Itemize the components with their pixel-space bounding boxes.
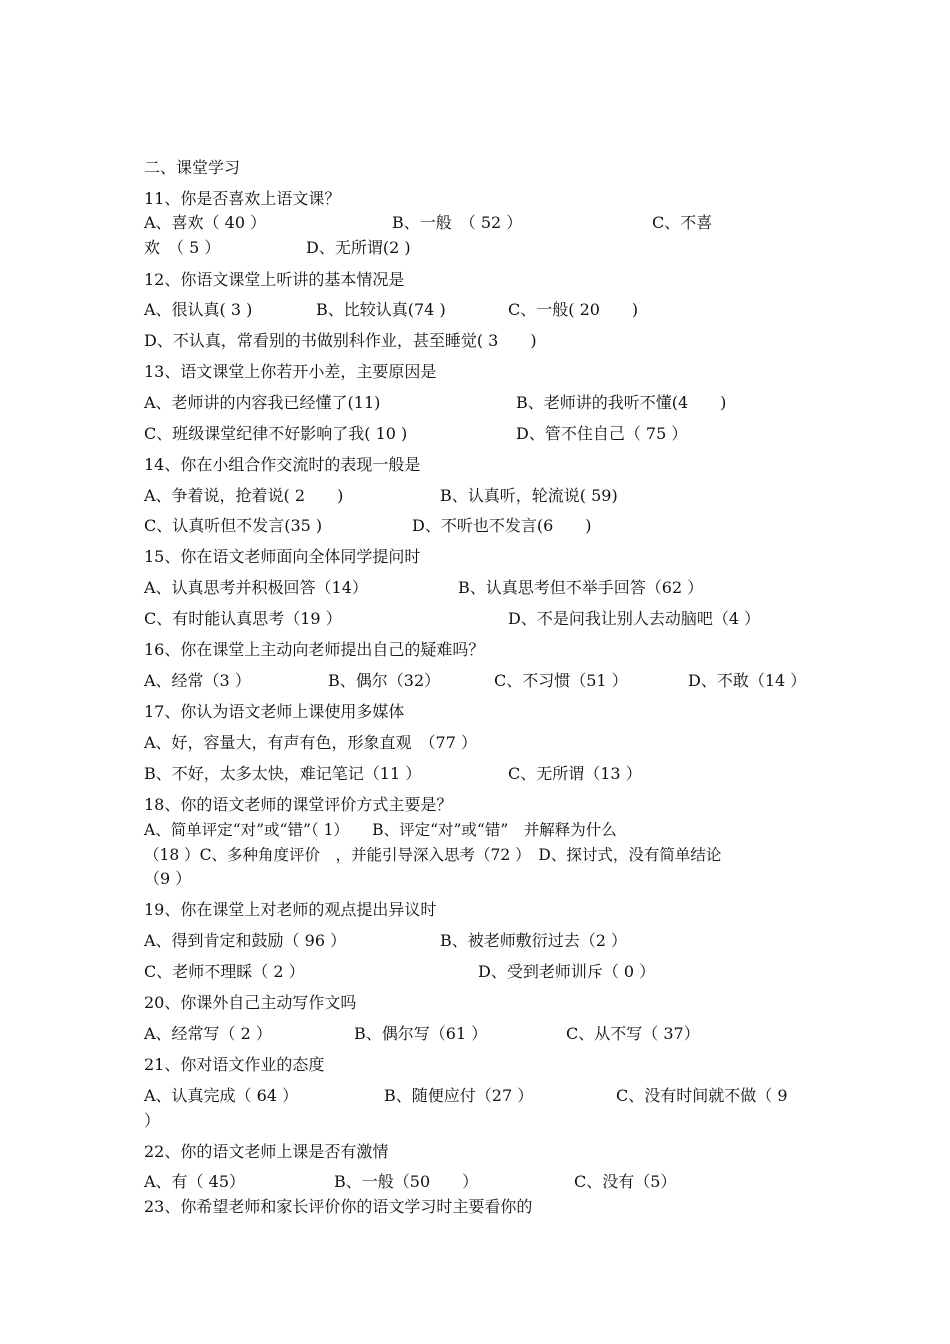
q19-option-a: A、得到肯定和鼓励（ 96 ）: [144, 931, 347, 950]
question-14: 14、你在小组合作交流时的表现一般是: [144, 455, 421, 474]
q21-option-b: B、随便应付（27 ）: [384, 1086, 534, 1105]
q11-option-c-continued: 欢 （ 5 ）: [144, 238, 221, 257]
q16-option-c: C、不习惯（51 ）: [494, 671, 628, 690]
q12-option-a: A、很认真( 3 ): [144, 300, 253, 319]
question-11: 11、你是否喜欢上语文课？: [144, 189, 341, 208]
q21-option-a: A、认真完成（ 64 ）: [144, 1086, 299, 1105]
q19-option-d: D、受到老师训斥（ 0 ）: [478, 962, 656, 981]
q11-option-c: C、不喜: [652, 213, 713, 232]
question-20: 20、你课外自己主动写作文吗: [144, 993, 357, 1012]
q22-option-a: A、有（ 45）: [144, 1172, 246, 1191]
q20-option-b: B、偶尔写（61 ）: [354, 1024, 488, 1043]
q15-option-a: A、认真思考并积极回答（14）: [144, 578, 368, 597]
q12-option-c: C、一般( 20 ): [508, 300, 639, 319]
q13-option-c: C、班级课堂纪律不好影响了我( 10 ): [144, 424, 408, 443]
q13-option-d: D、管不住自己（ 75 ）: [516, 424, 688, 443]
q22-option-c: C、没有（5）: [574, 1172, 677, 1191]
q11-option-a: A、喜欢（ 40 ）: [144, 213, 267, 232]
question-13: 13、语文课堂上你若开小差，主要原因是: [144, 362, 437, 381]
question-22: 22、你的语文老师上课是否有激情: [144, 1142, 389, 1161]
q13-option-b: B、老师讲的我听不懂(4 ): [516, 393, 727, 412]
question-23: 23、你希望老师和家长评价你的语文学习时主要看你的: [144, 1197, 533, 1216]
q17-option-a: A、好，容量大，有声有色，形象直观 （77 ）: [144, 733, 478, 752]
q11-option-b: B、一般 （ 52 ）: [392, 213, 523, 232]
section-title: 二、课堂学习: [144, 158, 241, 177]
q21-option-c: C、没有时间就不做（ 9: [616, 1086, 788, 1105]
q17-option-c: C、无所谓（13 ）: [508, 764, 642, 783]
q17-option-b: B、不好，太多太快，难记笔记（11 ）: [144, 764, 422, 783]
q12-option-b: B、比较认真(74 ): [316, 300, 446, 319]
q18-options-line-3: （9 ）: [144, 869, 192, 888]
q19-option-c: C、老师不理睬（ 2 ）: [144, 962, 305, 981]
q16-option-b: B、偶尔（32）: [328, 671, 441, 690]
q14-option-c: C、认真听但不发言(35 ): [144, 516, 323, 535]
q15-option-d: D、不是问我让别人去动脑吧（4 ）: [508, 609, 761, 628]
question-12: 12、你语文课堂上听讲的基本情况是: [144, 270, 405, 289]
q15-option-b: B、认真思考但不举手回答（62 ）: [458, 578, 704, 597]
q22-option-b: B、一般（50 ）: [334, 1172, 479, 1191]
q12-option-d: D、不认真，常看别的书做别科作业，甚至睡觉( 3 ): [144, 331, 537, 350]
q14-option-b: B、认真听，轮流说( 59): [440, 486, 618, 505]
q20-option-c: C、从不写（ 37）: [566, 1024, 700, 1043]
question-21: 21、你对语文作业的态度: [144, 1055, 325, 1074]
q16-option-a: A、经常（3 ）: [144, 671, 251, 690]
q14-option-a: A、争着说，抢着说( 2 ): [144, 486, 344, 505]
q11-option-d: D、无所谓(2 ): [306, 238, 411, 257]
q18-options-line-1: A、简单评定“对”或“错”（ 1） B、评定“对”或“错” 并解释为什么: [144, 821, 617, 839]
question-19: 19、你在课堂上对老师的观点提出异议时: [144, 900, 437, 919]
q18-options-line-2: （18 ）C、多种角度评价 ，并能引导深入思考（72 ） D、探讨式，没有简单结论: [144, 846, 722, 864]
question-16: 16、你在课堂上主动向老师提出自己的疑难吗？: [144, 640, 485, 659]
q13-option-a: A、老师讲的内容我已经懂了(11): [144, 393, 381, 412]
question-17: 17、你认为语文老师上课使用多媒体: [144, 702, 405, 721]
q16-option-d: D、不敢（14 ）: [688, 671, 807, 690]
q20-option-a: A、经常写（ 2 ）: [144, 1024, 272, 1043]
q21-option-c-continued: ）: [144, 1111, 161, 1130]
q15-option-c: C、有时能认真思考（19 ）: [144, 609, 342, 628]
question-15: 15、你在语文老师面向全体同学提问时: [144, 547, 421, 566]
question-18: 18、你的语文老师的课堂评价方式主要是？: [144, 795, 453, 814]
q19-option-b: B、被老师敷衍过去（2 ）: [440, 931, 628, 950]
q14-option-d: D、不听也不发言(6 ): [412, 516, 592, 535]
